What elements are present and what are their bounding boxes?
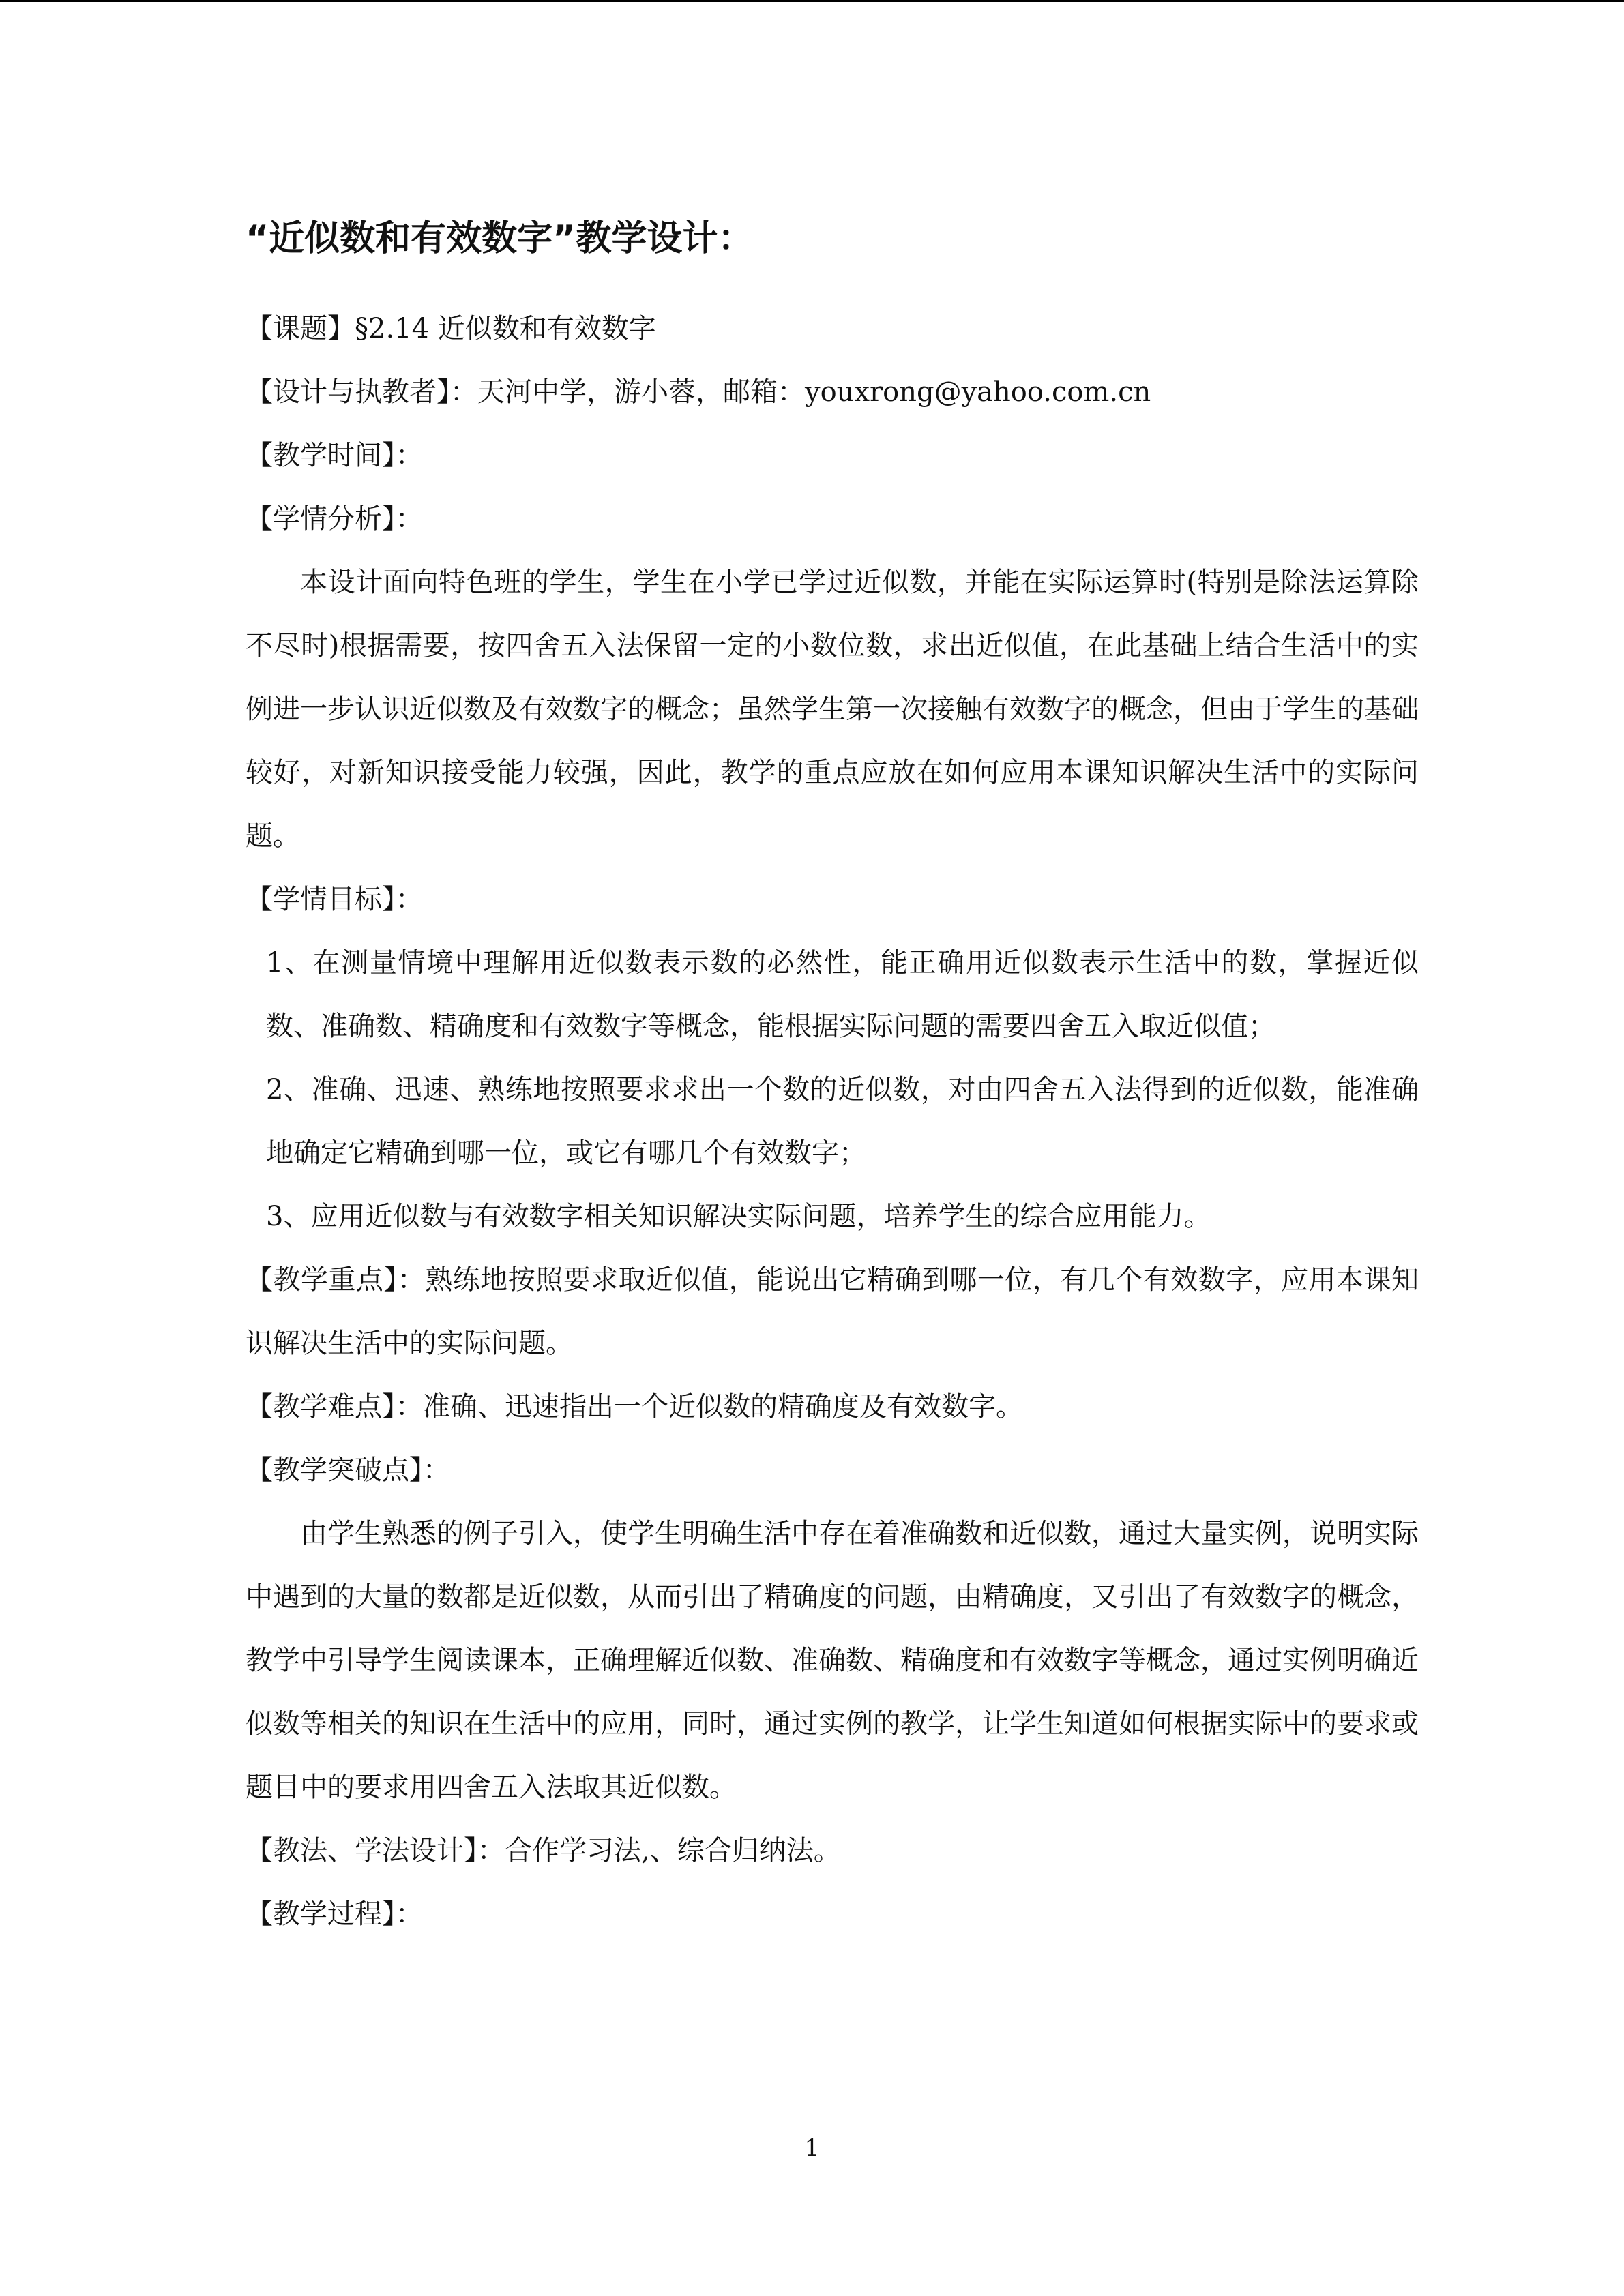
goal-item-1: 1、在测量情境中理解用近似数表示数的必然性，能正确用近似数表示生活中的数，掌握近似数、准确数、精确度和有效数字等概念，能根据实际问题的需要四舍五入取近似值； — [266, 947, 1419, 1042]
process-heading: 【教学过程】： — [246, 1898, 423, 1930]
teaching-time-line: 【教学时间】： — [246, 440, 423, 471]
goals-heading: 【学情目标】： — [246, 884, 423, 915]
analysis-paragraph: 本设计面向特色班的学生，学生在小学已学过近似数，并能在实际运算时(特别是除法运算除不尽时)根据需要，按四舍五入法保留一定的小数位数，求出近似值，在此基础上结合生活中的实例进一步认识近似数及有效数字的概念；虽然学生第一次接触有效数字的概念，但由于学生的基础较好，对新知识接受能力较强，因此，教学的重点应放在如何应用本课知识解决生活中的实际问题。 — [246, 567, 1419, 852]
page-number: 1 — [804, 2134, 820, 2162]
top-border-line — [0, 0, 1624, 2]
goal-item-3: 3、应用近似数与有效数字相关知识解决实际问题，培养学生的综合应用能力。 — [266, 1201, 1211, 1232]
key-points-paragraph: 【教学重点】：熟练地按照要求取近似值，能说出它精确到哪一位，有几个有效数字，应用本课知识解决生活中的实际问题。 — [246, 1264, 1419, 1359]
analysis-heading: 【学情分析】： — [246, 503, 423, 535]
designer-line: 【设计与执教者】：天河中学，游小蓉，邮箱：youxrong@yahoo.com.cn — [246, 376, 1151, 408]
breakthrough-paragraph: 由学生熟悉的例子引入，使学生明确生活中存在着准确数和近似数，通过大量实例，说明实际中遇到的大量的数都是近似数，从而引出了精确度的问题，由精确度，又引出了有效数字的概念，教学中引导学生阅读课本，正确理解近似数、准确数、精确度和有效数字等概念，通过实例明确近似数等相关的知识在生活中的应用，同时，通过实例的教学，让学生知道如何根据实际中的要求或题目中的要求用四舍五入法取其近似数。 — [246, 1518, 1419, 1803]
breakthrough-heading: 【教学突破点】： — [246, 1455, 450, 1486]
document-title: “近似数和有效数字”教学设计： — [246, 218, 754, 259]
goal-item-2: 2、准确、迅速、熟练地按照要求求出一个数的近似数，对由四舍五入法得到的近似数，能准确地确定它精确到哪一位，或它有哪几个有效数字； — [266, 1074, 1419, 1169]
document-page — [246, 211, 1419, 1946]
topic-line: 【课题】§2.14 近似数和有效数字 — [246, 313, 656, 344]
methods-line: 【教法、学法设计】：合作学习法,、综合归纳法。 — [246, 1835, 841, 1866]
difficulties-line: 【教学难点】：准确、迅速指出一个近似数的精确度及有效数字。 — [246, 1391, 1023, 1422]
